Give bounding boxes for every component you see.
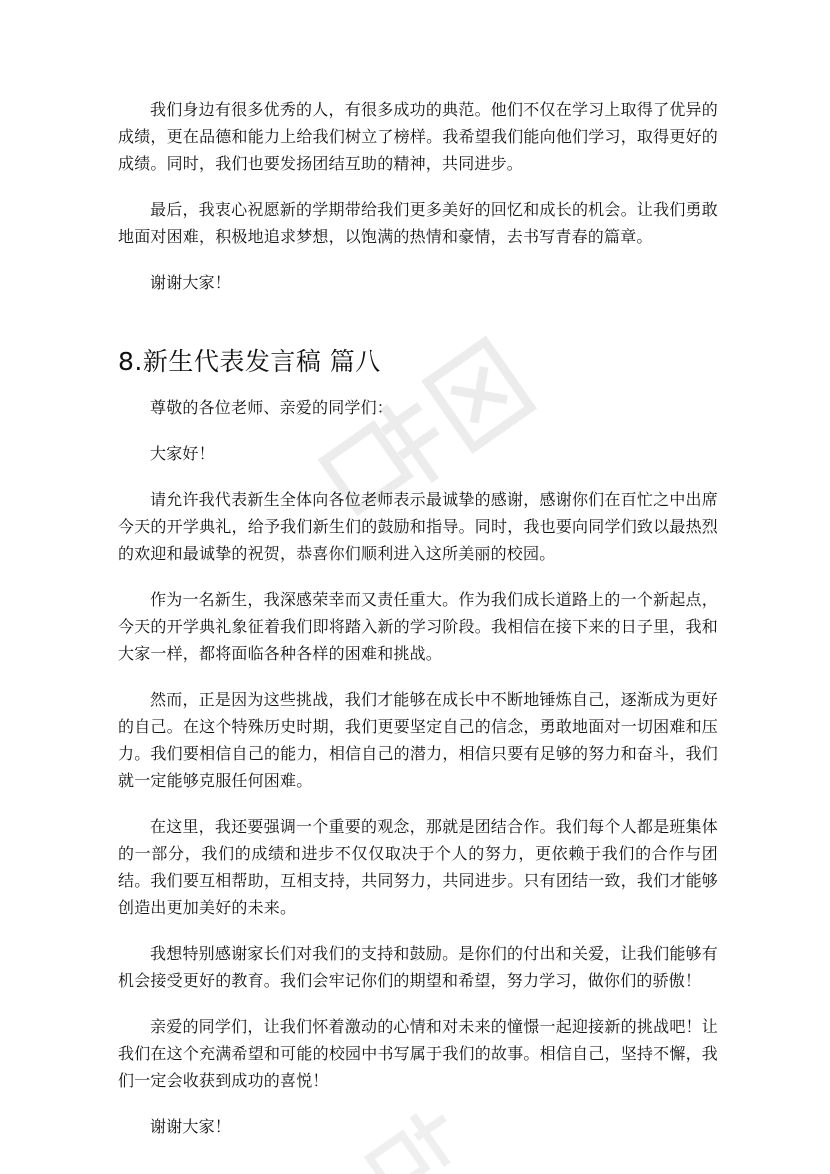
body-paragraph-3: 然而，正是因为这些挑战，我们才能够在成长中不断地锤炼自己，逐渐成为更好的自己。在这个特殊历史时期，我们更要坚定自己的信念，勇敢地面对一切困难和压力。我们要相信自己的能力，相信自己的潜力，相信只要有足够的努力和奋斗，我们就一定能够克服任何困难。 <box>118 690 718 790</box>
salutation: 尊敬的各位老师、亲爱的同学们： <box>150 398 394 417</box>
body-paragraph-6: 亲爱的同学们，让我们怀着激动的心情和对未来的憧憬一起迎接新的挑战吧！让我们在这个充满希望和可能的校园中书写属于我们的故事。相信自己，坚持不懈，我们一定会收获到成功的喜悦！ <box>118 1017 718 1090</box>
section-title: 8.新生代表发言稿 篇八 <box>118 347 381 376</box>
body-paragraph-1: 请允许我代表新生全体向各位老师表示最诚挚的感谢，感谢你们在百忙之中出席今天的开学典礼，给予我们新生们的鼓励和指导。同时，我也要向同学们致以最热烈的欢迎和最诚挚的祝贺，恭喜你们顺利进入这所美丽的校园。 <box>118 490 718 563</box>
body-paragraph-2: 作为一名新生，我深感荣幸而又责任重大。作为我们成长道路上的一个新起点，今天的开学典礼象征着我们即将踏入新的学习阶段。我相信在接下来的日子里，我和大家一样，都将面临各种各样的困难和挑战。 <box>118 590 718 663</box>
document-body <box>118 96 718 1159</box>
intro-closing: 谢谢大家！ <box>150 273 232 292</box>
greeting: 大家好！ <box>150 444 215 463</box>
watermark-text: 知网 <box>454 540 456 541</box>
body-paragraph-5: 我想特别感谢家长们对我们的支持和鼓励。是你们的付出和关爱，让我们能够有机会接受更好的教育。我们会牢记你们的期望和希望，努力学习，做你们的骄傲！ <box>118 944 718 990</box>
intro-paragraph-1: 我们身边有很多优秀的人，有很多成功的典范。他们不仅在学习上取得了优异的成绩，更在品德和能力上给我们树立了榜样。我希望我们能向他们学习，取得更好的成绩。同时，我们也要发扬团结互助的精神，共同进步。 <box>118 100 718 173</box>
closing: 谢谢大家！ <box>150 1117 232 1136</box>
intro-paragraph-2: 最后，我衷心祝愿新的学期带给我们更多美好的回忆和成长的机会。让我们勇敢地面对困难，积极地追求梦想，以饱满的热情和豪情，去书写青春的篇章。 <box>118 200 718 246</box>
body-paragraph-4: 在这里，我还要强调一个重要的观念，那就是团结合作。我们每个人都是班集体的一部分，我们的成绩和进步不仅仅取决于个人的努力，更依赖于我们的合作与团结。我们要互相帮助，互相支持，共同努力，共同进步。只有团结一致，我们才能够创造出更加美好的未来。 <box>118 817 718 917</box>
